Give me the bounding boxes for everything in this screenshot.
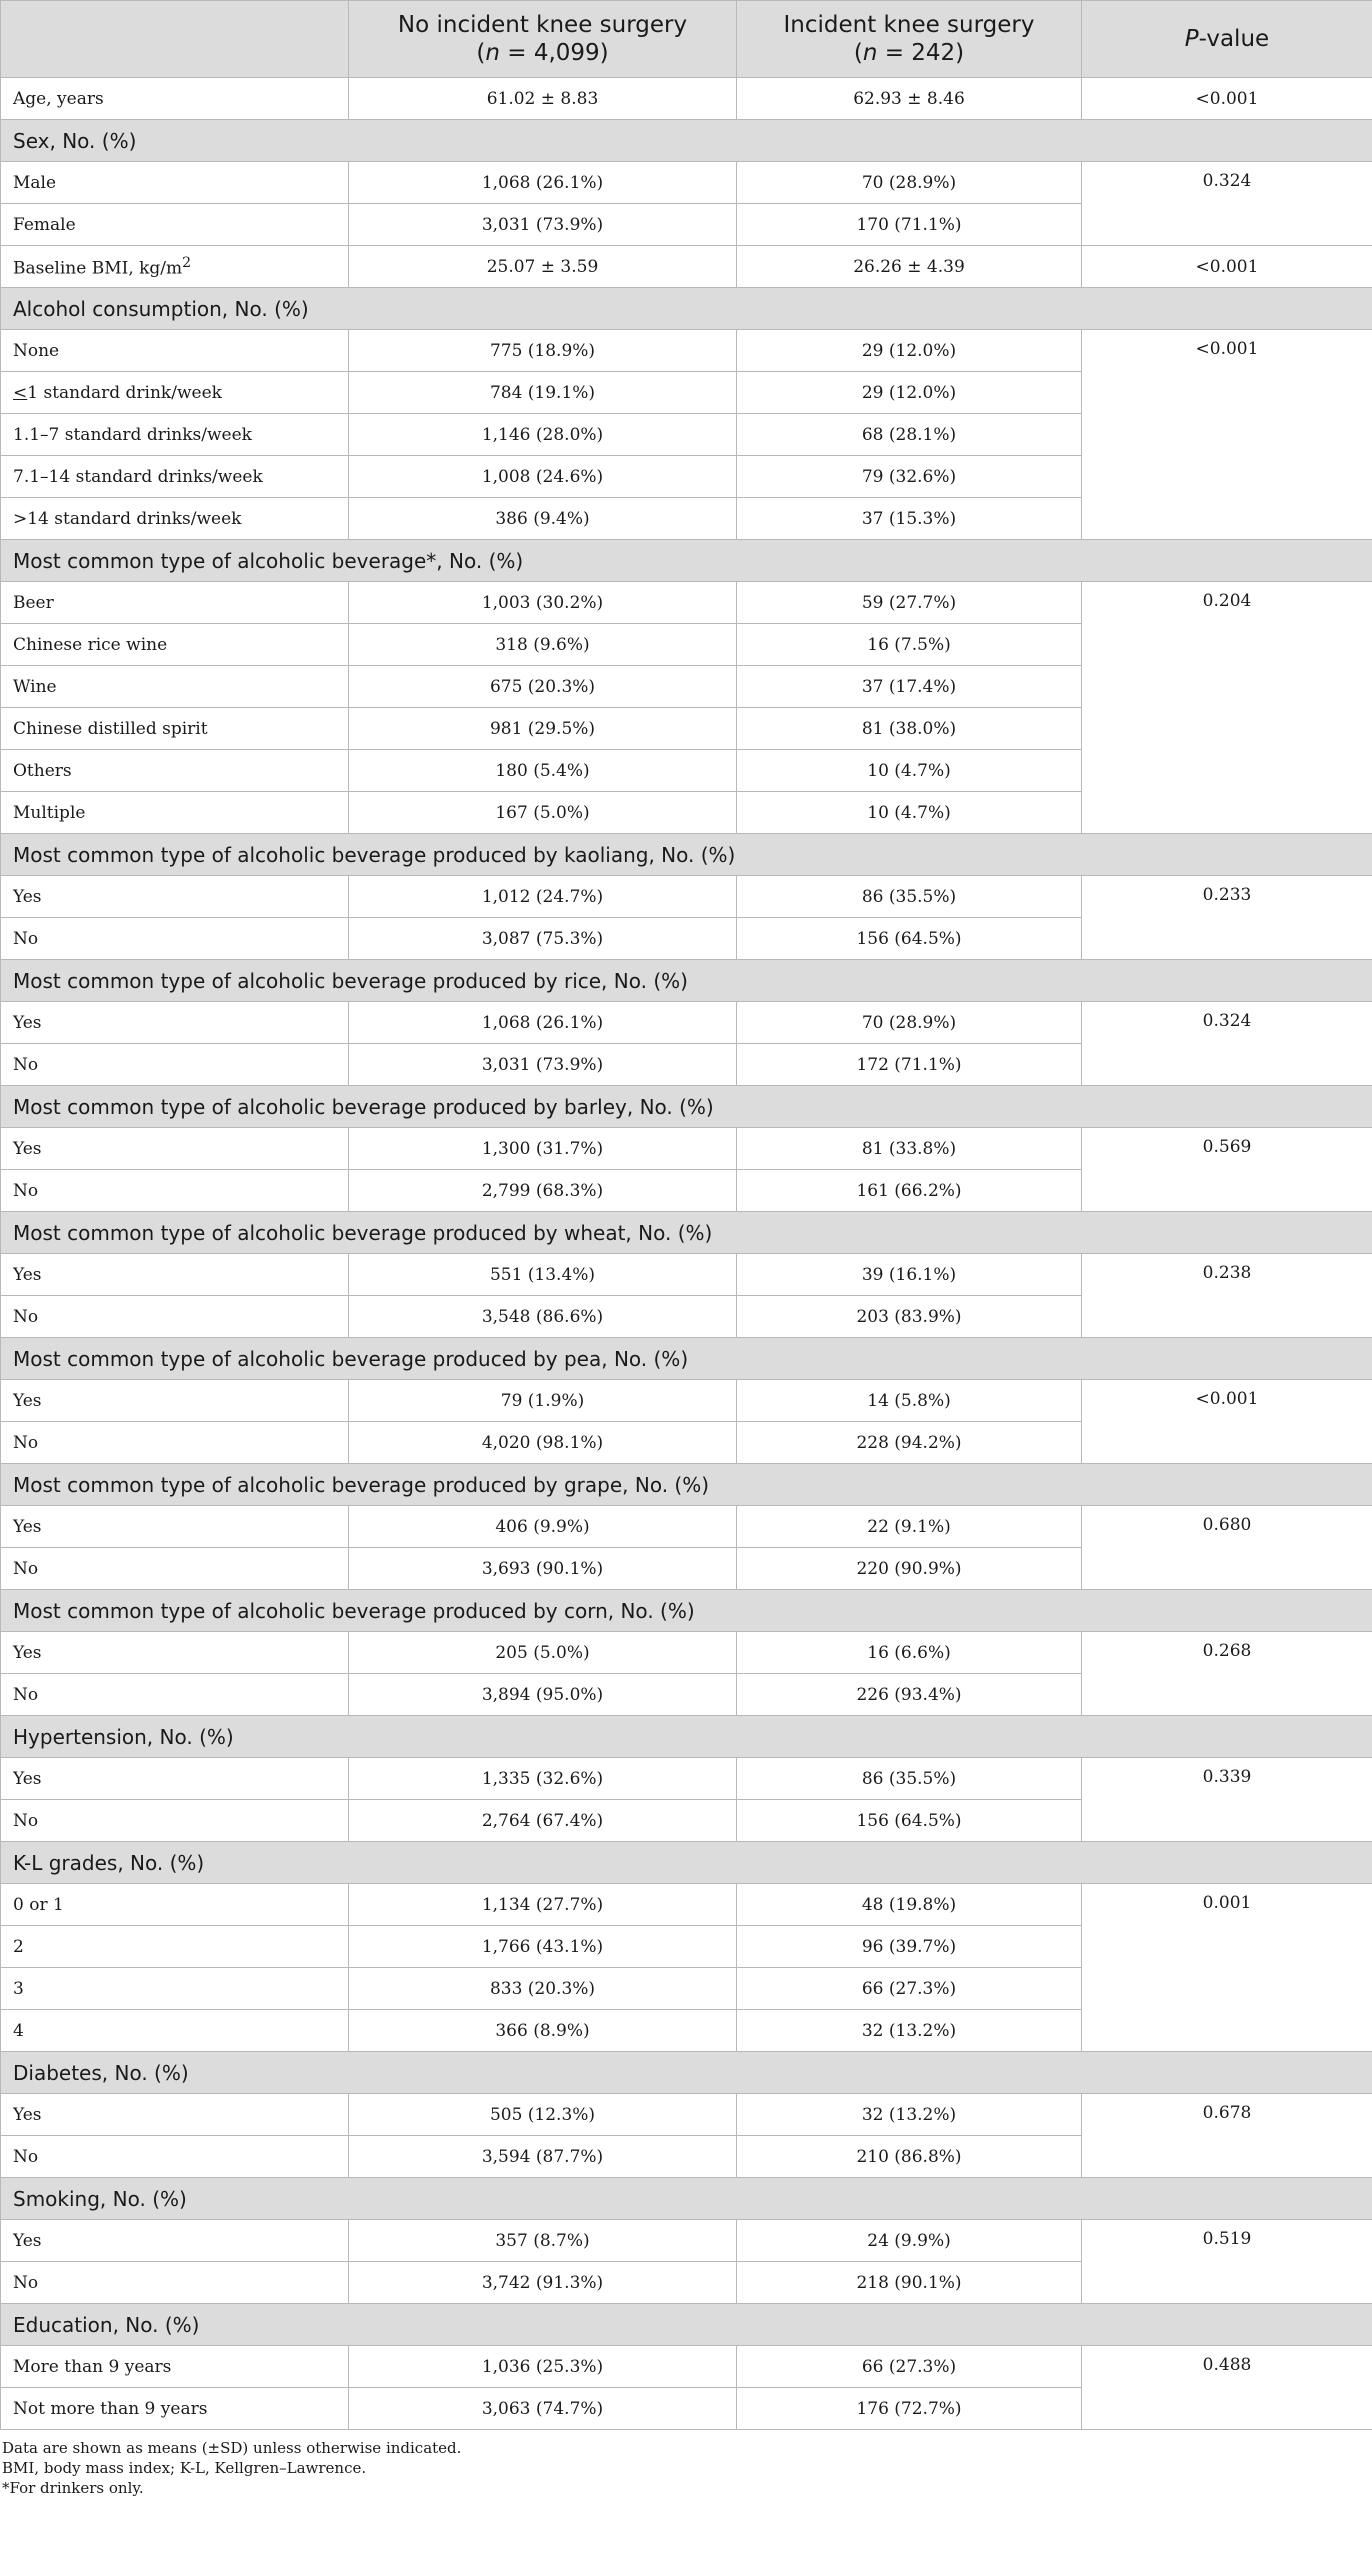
- section-row-alcohol: [1, 288, 1372, 330]
- cell-surgery: 16 (6.6%): [737, 1632, 1082, 1674]
- cell-p-value: <0.001: [1082, 78, 1372, 120]
- footnote-abbreviations: BMI, body mass index; K-L, Kellgren–Lawrence.: [2, 2459, 367, 2477]
- section-row-barley: [1, 1086, 1372, 1128]
- cell-surgery: 218 (90.1%): [737, 2262, 1082, 2304]
- section-row-sex: [1, 120, 1372, 162]
- cell-surgery: 70 (28.9%): [737, 1002, 1082, 1044]
- section-row-kaoliang: [1, 834, 1372, 876]
- section-row-beverage: [1, 540, 1372, 582]
- section-row-education: [1, 2304, 1372, 2346]
- row-label: Yes: [1, 1254, 349, 1296]
- table-row: [1, 582, 1372, 624]
- cell-no-surgery: 3,087 (75.3%): [349, 918, 737, 960]
- cell-no-surgery: 675 (20.3%): [349, 666, 737, 708]
- cell-surgery: 48 (19.8%): [737, 1884, 1082, 1926]
- cell-surgery: 81 (38.0%): [737, 708, 1082, 750]
- footnote-drinkers: *For drinkers only.: [2, 2479, 144, 2497]
- cell-no-surgery: 1,008 (24.6%): [349, 456, 737, 498]
- cell-surgery: 170 (71.1%): [737, 204, 1082, 246]
- cell-p-value: 0.001: [1082, 1884, 1372, 2052]
- row-label: 2: [1, 1926, 349, 1968]
- header-no-incident-surgery: [349, 1, 737, 78]
- cell-surgery: 37 (17.4%): [737, 666, 1082, 708]
- section-row-smoking: [1, 2178, 1372, 2220]
- row-label: None: [1, 330, 349, 372]
- table-row-male: [1, 162, 1372, 204]
- section-title: Most common type of alcoholic beverage produced by pea, No. (%): [1, 1338, 1372, 1380]
- header-no-incident-n-label: n: [485, 40, 500, 66]
- header-incident-n: (n = 242): [853, 40, 965, 66]
- table-row: [1, 1380, 1372, 1422]
- cell-no-surgery: 3,693 (90.1%): [349, 1548, 737, 1590]
- cell-p-value: 0.680: [1082, 1506, 1372, 1590]
- cell-no-surgery: 1,146 (28.0%): [349, 414, 737, 456]
- cell-surgery: 210 (86.8%): [737, 2136, 1082, 2178]
- table-row-bmi: [1, 246, 1372, 288]
- row-label: No: [1, 2262, 349, 2304]
- cell-no-surgery: 2,799 (68.3%): [349, 1170, 737, 1212]
- row-label: Age, years: [1, 78, 349, 120]
- cell-no-surgery: 3,031 (73.9%): [349, 1044, 737, 1086]
- cell-surgery: 226 (93.4%): [737, 1674, 1082, 1716]
- cell-surgery: 161 (66.2%): [737, 1170, 1082, 1212]
- cell-surgery: 39 (16.1%): [737, 1254, 1082, 1296]
- section-row-pea: [1, 1338, 1372, 1380]
- cell-no-surgery: 3,742 (91.3%): [349, 2262, 737, 2304]
- cell-surgery: 86 (35.5%): [737, 1758, 1082, 1800]
- row-label: No: [1, 1674, 349, 1716]
- row-label: Not more than 9 years: [1, 2388, 349, 2430]
- row-label: Yes: [1, 1758, 349, 1800]
- section-title: Most common type of alcoholic beverage produced by grape, No. (%): [1, 1464, 1372, 1506]
- cell-no-surgery: 167 (5.0%): [349, 792, 737, 834]
- header-no-incident-n-value: = 4,099): [499, 40, 609, 66]
- row-label: More than 9 years: [1, 2346, 349, 2388]
- cell-surgery: 26.26 ± 4.39: [737, 246, 1082, 288]
- row-label: No: [1, 1296, 349, 1338]
- cell-no-surgery: 3,063 (74.7%): [349, 2388, 737, 2430]
- header-no-incident-n: (n = 4,099): [476, 40, 609, 66]
- section-title: Diabetes, No. (%): [1, 2052, 1372, 2094]
- row-label-bmi: [1, 246, 349, 288]
- cell-surgery: 14 (5.8%): [737, 1380, 1082, 1422]
- cell-no-surgery: 357 (8.7%): [349, 2220, 737, 2262]
- cell-surgery: 66 (27.3%): [737, 2346, 1082, 2388]
- cell-surgery: 172 (71.1%): [737, 1044, 1082, 1086]
- row-label: No: [1, 2136, 349, 2178]
- row-label: 4: [1, 2010, 349, 2052]
- header-incident-n-label: n: [862, 40, 878, 66]
- cell-no-surgery: 3,031 (73.9%): [349, 204, 737, 246]
- row-label: Yes: [1, 1002, 349, 1044]
- cell-surgery: 16 (7.5%): [737, 624, 1082, 666]
- table-row: [1, 1884, 1372, 1926]
- cell-surgery: 22 (9.1%): [737, 1506, 1082, 1548]
- cell-surgery: 70 (28.9%): [737, 162, 1082, 204]
- cell-surgery: 81 (33.8%): [737, 1128, 1082, 1170]
- cell-p-value: 0.488: [1082, 2346, 1372, 2430]
- row-label: Yes: [1, 1380, 349, 1422]
- cell-surgery: 59 (27.7%): [737, 582, 1082, 624]
- cell-surgery: 10 (4.7%): [737, 750, 1082, 792]
- cell-surgery: 176 (72.7%): [737, 2388, 1082, 2430]
- cell-no-surgery: 505 (12.3%): [349, 2094, 737, 2136]
- row-label: Yes: [1, 1128, 349, 1170]
- cell-surgery: 24 (9.9%): [737, 2220, 1082, 2262]
- cell-no-surgery: 775 (18.9%): [349, 330, 737, 372]
- row-label: Wine: [1, 666, 349, 708]
- cell-surgery: 203 (83.9%): [737, 1296, 1082, 1338]
- row-label: Female: [1, 204, 349, 246]
- cell-p-value: 0.238: [1082, 1254, 1372, 1338]
- cell-no-surgery: 406 (9.9%): [349, 1506, 737, 1548]
- cell-surgery: 66 (27.3%): [737, 1968, 1082, 2010]
- section-title: Most common type of alcoholic beverage produced by rice, No. (%): [1, 960, 1372, 1002]
- section-title: Most common type of alcoholic beverage produced by corn, No. (%): [1, 1590, 1372, 1632]
- cell-surgery: 32 (13.2%): [737, 2094, 1082, 2136]
- table-row: [1, 2094, 1372, 2136]
- cell-surgery: 32 (13.2%): [737, 2010, 1082, 2052]
- cell-p-value: <0.001: [1082, 1380, 1372, 1464]
- cell-p-value: 0.324: [1082, 1002, 1372, 1086]
- cell-no-surgery: 784 (19.1%): [349, 372, 737, 414]
- row-label: No: [1, 1044, 349, 1086]
- section-title: Most common type of alcoholic beverage produced by kaoliang, No. (%): [1, 834, 1372, 876]
- row-label: 1.1–7 standard drinks/week: [1, 414, 349, 456]
- table-row: [1, 330, 1372, 372]
- section-title: K-L grades, No. (%): [1, 1842, 1372, 1884]
- bmi-label: Baseline BMI, kg/m: [13, 258, 183, 279]
- header-blank: [1, 1, 349, 78]
- table-row: [1, 1254, 1372, 1296]
- cell-no-surgery: 551 (13.4%): [349, 1254, 737, 1296]
- cell-no-surgery: 833 (20.3%): [349, 1968, 737, 2010]
- cell-no-surgery: 180 (5.4%): [349, 750, 737, 792]
- cell-p-value: <0.001: [1082, 246, 1372, 288]
- cell-no-surgery: 1,335 (32.6%): [349, 1758, 737, 1800]
- footnote-data-format: Data are shown as means (±SD) unless otherwise indicated.: [2, 2439, 462, 2457]
- row-label: Chinese rice wine: [1, 624, 349, 666]
- cell-p-value: <0.001: [1082, 330, 1372, 540]
- cell-no-surgery: 1,012 (24.7%): [349, 876, 737, 918]
- cell-surgery: 62.93 ± 8.46: [737, 78, 1082, 120]
- section-title: Smoking, No. (%): [1, 2178, 1372, 2220]
- cell-no-surgery: 1,300 (31.7%): [349, 1128, 737, 1170]
- cell-p-value: 0.569: [1082, 1128, 1372, 1212]
- cell-p-value: 0.519: [1082, 2220, 1372, 2304]
- cell-no-surgery: 3,594 (87.7%): [349, 2136, 737, 2178]
- row-label: Yes: [1, 876, 349, 918]
- row-label: [1, 372, 349, 414]
- table-row: [1, 1002, 1372, 1044]
- row-label: No: [1, 1800, 349, 1842]
- cell-surgery: 29 (12.0%): [737, 372, 1082, 414]
- cell-surgery: 96 (39.7%): [737, 1926, 1082, 1968]
- section-row-rice: [1, 960, 1372, 1002]
- header-p-rest: -value: [1198, 26, 1270, 52]
- cell-p-value: 0.268: [1082, 1632, 1372, 1716]
- row-label: Yes: [1, 1506, 349, 1548]
- section-row-grape: [1, 1464, 1372, 1506]
- cell-no-surgery: 79 (1.9%): [349, 1380, 737, 1422]
- cell-surgery: 156 (64.5%): [737, 918, 1082, 960]
- header-p-value: [1082, 1, 1372, 78]
- less-equal-symbol: <: [13, 382, 28, 403]
- header-incident-n-value: = 242): [877, 40, 965, 66]
- section-title: Most common type of alcoholic beverage produced by wheat, No. (%): [1, 1212, 1372, 1254]
- row-label-text: 1 standard drink/week: [27, 382, 222, 403]
- cell-no-surgery: 61.02 ± 8.83: [349, 78, 737, 120]
- cell-no-surgery: 1,003 (30.2%): [349, 582, 737, 624]
- section-title: Most common type of alcoholic beverage produced by barley, No. (%): [1, 1086, 1372, 1128]
- section-row-hypertension: [1, 1716, 1372, 1758]
- row-label: No: [1, 1422, 349, 1464]
- table-row: [1, 1632, 1372, 1674]
- cell-p-value: 0.678: [1082, 2094, 1372, 2178]
- section-row-corn: [1, 1590, 1372, 1632]
- cell-no-surgery: 366 (8.9%): [349, 2010, 737, 2052]
- cell-no-surgery: 1,766 (43.1%): [349, 1926, 737, 1968]
- cell-no-surgery: 25.07 ± 3.59: [349, 246, 737, 288]
- header-incident-title: Incident knee surgery: [783, 12, 1035, 38]
- table-row: [1, 2346, 1372, 2388]
- row-label: No: [1, 1548, 349, 1590]
- table-row: [1, 1758, 1372, 1800]
- section-title: Hypertension, No. (%): [1, 1716, 1372, 1758]
- row-label: Yes: [1, 1632, 349, 1674]
- cell-surgery: 228 (94.2%): [737, 1422, 1082, 1464]
- cell-no-surgery: 1,068 (26.1%): [349, 1002, 737, 1044]
- row-label: Yes: [1, 2220, 349, 2262]
- header-no-incident-title: No incident knee surgery: [397, 12, 688, 38]
- section-row-wheat: [1, 1212, 1372, 1254]
- cell-no-surgery: 981 (29.5%): [349, 708, 737, 750]
- cell-p-value: 0.204: [1082, 582, 1372, 834]
- section-title: Education, No. (%): [1, 2304, 1372, 2346]
- cell-no-surgery: 318 (9.6%): [349, 624, 737, 666]
- row-label: >14 standard drinks/week: [1, 498, 349, 540]
- cell-no-surgery: 1,134 (27.7%): [349, 1884, 737, 1926]
- section-row-diabetes: [1, 2052, 1372, 2094]
- cell-surgery: 79 (32.6%): [737, 456, 1082, 498]
- cell-surgery: 156 (64.5%): [737, 1800, 1082, 1842]
- row-label: Male: [1, 162, 349, 204]
- cell-p-value: 0.324: [1082, 162, 1372, 246]
- row-label: 3: [1, 1968, 349, 2010]
- table-row: [1, 876, 1372, 918]
- cell-no-surgery: 205 (5.0%): [349, 1632, 737, 1674]
- cell-no-surgery: 1,068 (26.1%): [349, 162, 737, 204]
- section-row-kl-grades: [1, 1842, 1372, 1884]
- cell-surgery: 220 (90.9%): [737, 1548, 1082, 1590]
- table-footnotes: [0, 2430, 1372, 2498]
- row-label: No: [1, 1170, 349, 1212]
- cell-surgery: 86 (35.5%): [737, 876, 1082, 918]
- row-label: 0 or 1: [1, 1884, 349, 1926]
- table-row: [1, 1506, 1372, 1548]
- row-label: Others: [1, 750, 349, 792]
- cell-no-surgery: 386 (9.4%): [349, 498, 737, 540]
- table-row: [1, 1128, 1372, 1170]
- cell-surgery: 37 (15.3%): [737, 498, 1082, 540]
- cell-surgery: 29 (12.0%): [737, 330, 1082, 372]
- row-label: Chinese distilled spirit: [1, 708, 349, 750]
- header-p-label: P: [1184, 26, 1199, 52]
- row-label: No: [1, 918, 349, 960]
- header-row: [1, 1, 1372, 78]
- row-label: Multiple: [1, 792, 349, 834]
- cell-p-value: 0.233: [1082, 876, 1372, 960]
- table-row-age: [1, 78, 1372, 120]
- section-title: Most common type of alcoholic beverage*, No. (%): [1, 540, 1372, 582]
- cell-surgery: 10 (4.7%): [737, 792, 1082, 834]
- bmi-superscript: 2: [182, 254, 192, 271]
- cell-no-surgery: 3,894 (95.0%): [349, 1674, 737, 1716]
- section-title: Alcohol consumption, No. (%): [1, 288, 1372, 330]
- cell-no-surgery: 3,548 (86.6%): [349, 1296, 737, 1338]
- cell-p-value: 0.339: [1082, 1758, 1372, 1842]
- table-row: [1, 2220, 1372, 2262]
- cell-no-surgery: 4,020 (98.1%): [349, 1422, 737, 1464]
- header-incident-surgery: [737, 1, 1082, 78]
- section-title: Sex, No. (%): [1, 120, 1372, 162]
- row-label: Yes: [1, 2094, 349, 2136]
- cell-no-surgery: 1,036 (25.3%): [349, 2346, 737, 2388]
- cell-surgery: 68 (28.1%): [737, 414, 1082, 456]
- cell-no-surgery: 2,764 (67.4%): [349, 1800, 737, 1842]
- row-label: 7.1–14 standard drinks/week: [1, 456, 349, 498]
- row-label: Beer: [1, 582, 349, 624]
